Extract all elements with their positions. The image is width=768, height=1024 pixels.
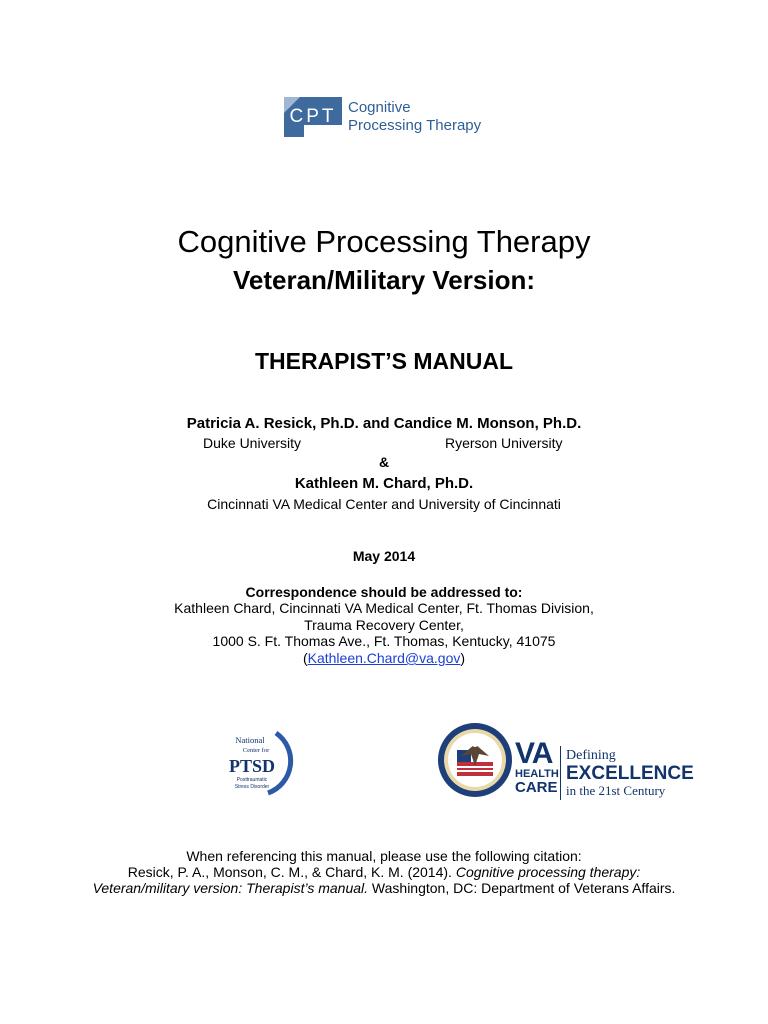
citation-authors: Resick, P. A., Monson, C. M., & Chard, K. M. (2014). bbox=[127, 864, 456, 880]
manual-heading: THERAPIST’S MANUAL bbox=[254, 348, 514, 374]
ptsd-logo-line4: Posttraumatic bbox=[236, 777, 268, 783]
va-divider bbox=[560, 746, 561, 800]
correspondence-email-line bbox=[0, 650, 768, 666]
citation-title-part1: Cognitive processing therapy: bbox=[455, 864, 641, 880]
affiliation-cincinnati: Cincinnati VA Medical Center and University of Cincinnati bbox=[207, 496, 561, 512]
ptsd-logo bbox=[218, 727, 300, 799]
correspondence-line-1: Kathleen Chard, Cincinnati VA Medical Center, Ft. Thomas Division, bbox=[174, 600, 594, 616]
document-subtitle: Veteran/Military Version: bbox=[232, 265, 535, 295]
va-tagline-defining: Defining bbox=[566, 748, 616, 763]
cpt-logo bbox=[284, 97, 481, 137]
citation-publisher: Washington, DC: Department of Veterans Affairs. bbox=[368, 880, 676, 896]
citation-line-2 bbox=[0, 880, 768, 896]
cpt-logo-letters: CPT bbox=[289, 106, 337, 127]
citation-intro: When referencing this manual, please use the following citation: bbox=[186, 848, 582, 864]
citation-line-1 bbox=[0, 864, 768, 880]
citation-title-part2: Veteran/military version: Therapist’s manual. bbox=[92, 880, 369, 896]
va-seal-icon bbox=[437, 722, 513, 798]
email-open-paren: ( bbox=[302, 650, 308, 666]
va-tagline-century: in the 21st Century bbox=[566, 783, 666, 798]
ptsd-logo-line2: Center for bbox=[242, 747, 270, 754]
email-close-paren: ) bbox=[460, 650, 466, 666]
affiliation-duke: Duke University bbox=[203, 435, 302, 451]
ptsd-logo-acronym: PTSD bbox=[228, 756, 276, 776]
va-tagline-excellence: EXCELLENCE bbox=[566, 763, 694, 784]
va-wordmark-health: HEALTH bbox=[515, 768, 559, 780]
document-title: Cognitive Processing Therapy bbox=[177, 224, 591, 259]
authors-line-2: Kathleen M. Chard, Ph.D. bbox=[294, 475, 474, 492]
authors-ampersand: & bbox=[378, 454, 390, 470]
email-link[interactable]: Kathleen.Chard@va.gov bbox=[307, 650, 461, 666]
ptsd-logo-line5: Stress Disorder bbox=[234, 784, 270, 790]
va-tagline bbox=[566, 748, 694, 798]
va-wordmark-care: CARE bbox=[515, 779, 558, 796]
correspondence-line-3: 1000 S. Ft. Thomas Ave., Ft. Thomas, Kentucky, 41075 bbox=[212, 633, 556, 649]
publication-date: May 2014 bbox=[352, 548, 416, 564]
va-wordmark bbox=[515, 737, 559, 796]
cpt-logo-text bbox=[348, 99, 481, 135]
va-wordmark-big: VA bbox=[515, 737, 553, 770]
correspondence-line-2: Trauma Recovery Center, bbox=[304, 617, 464, 633]
ptsd-logo-line1: National bbox=[235, 735, 265, 745]
authors-line-1: Patricia A. Resick, Ph.D. and Candice M. Monson, Ph.D. bbox=[186, 415, 582, 432]
cpt-logo-line2: Processing Therapy bbox=[348, 117, 482, 134]
cpt-logo-line1: Cognitive bbox=[348, 99, 411, 116]
correspondence-title: Correspondence should be addressed to: bbox=[245, 584, 523, 600]
cpt-logo-mark bbox=[284, 97, 342, 137]
affiliation-ryerson: Ryerson University bbox=[445, 435, 563, 451]
